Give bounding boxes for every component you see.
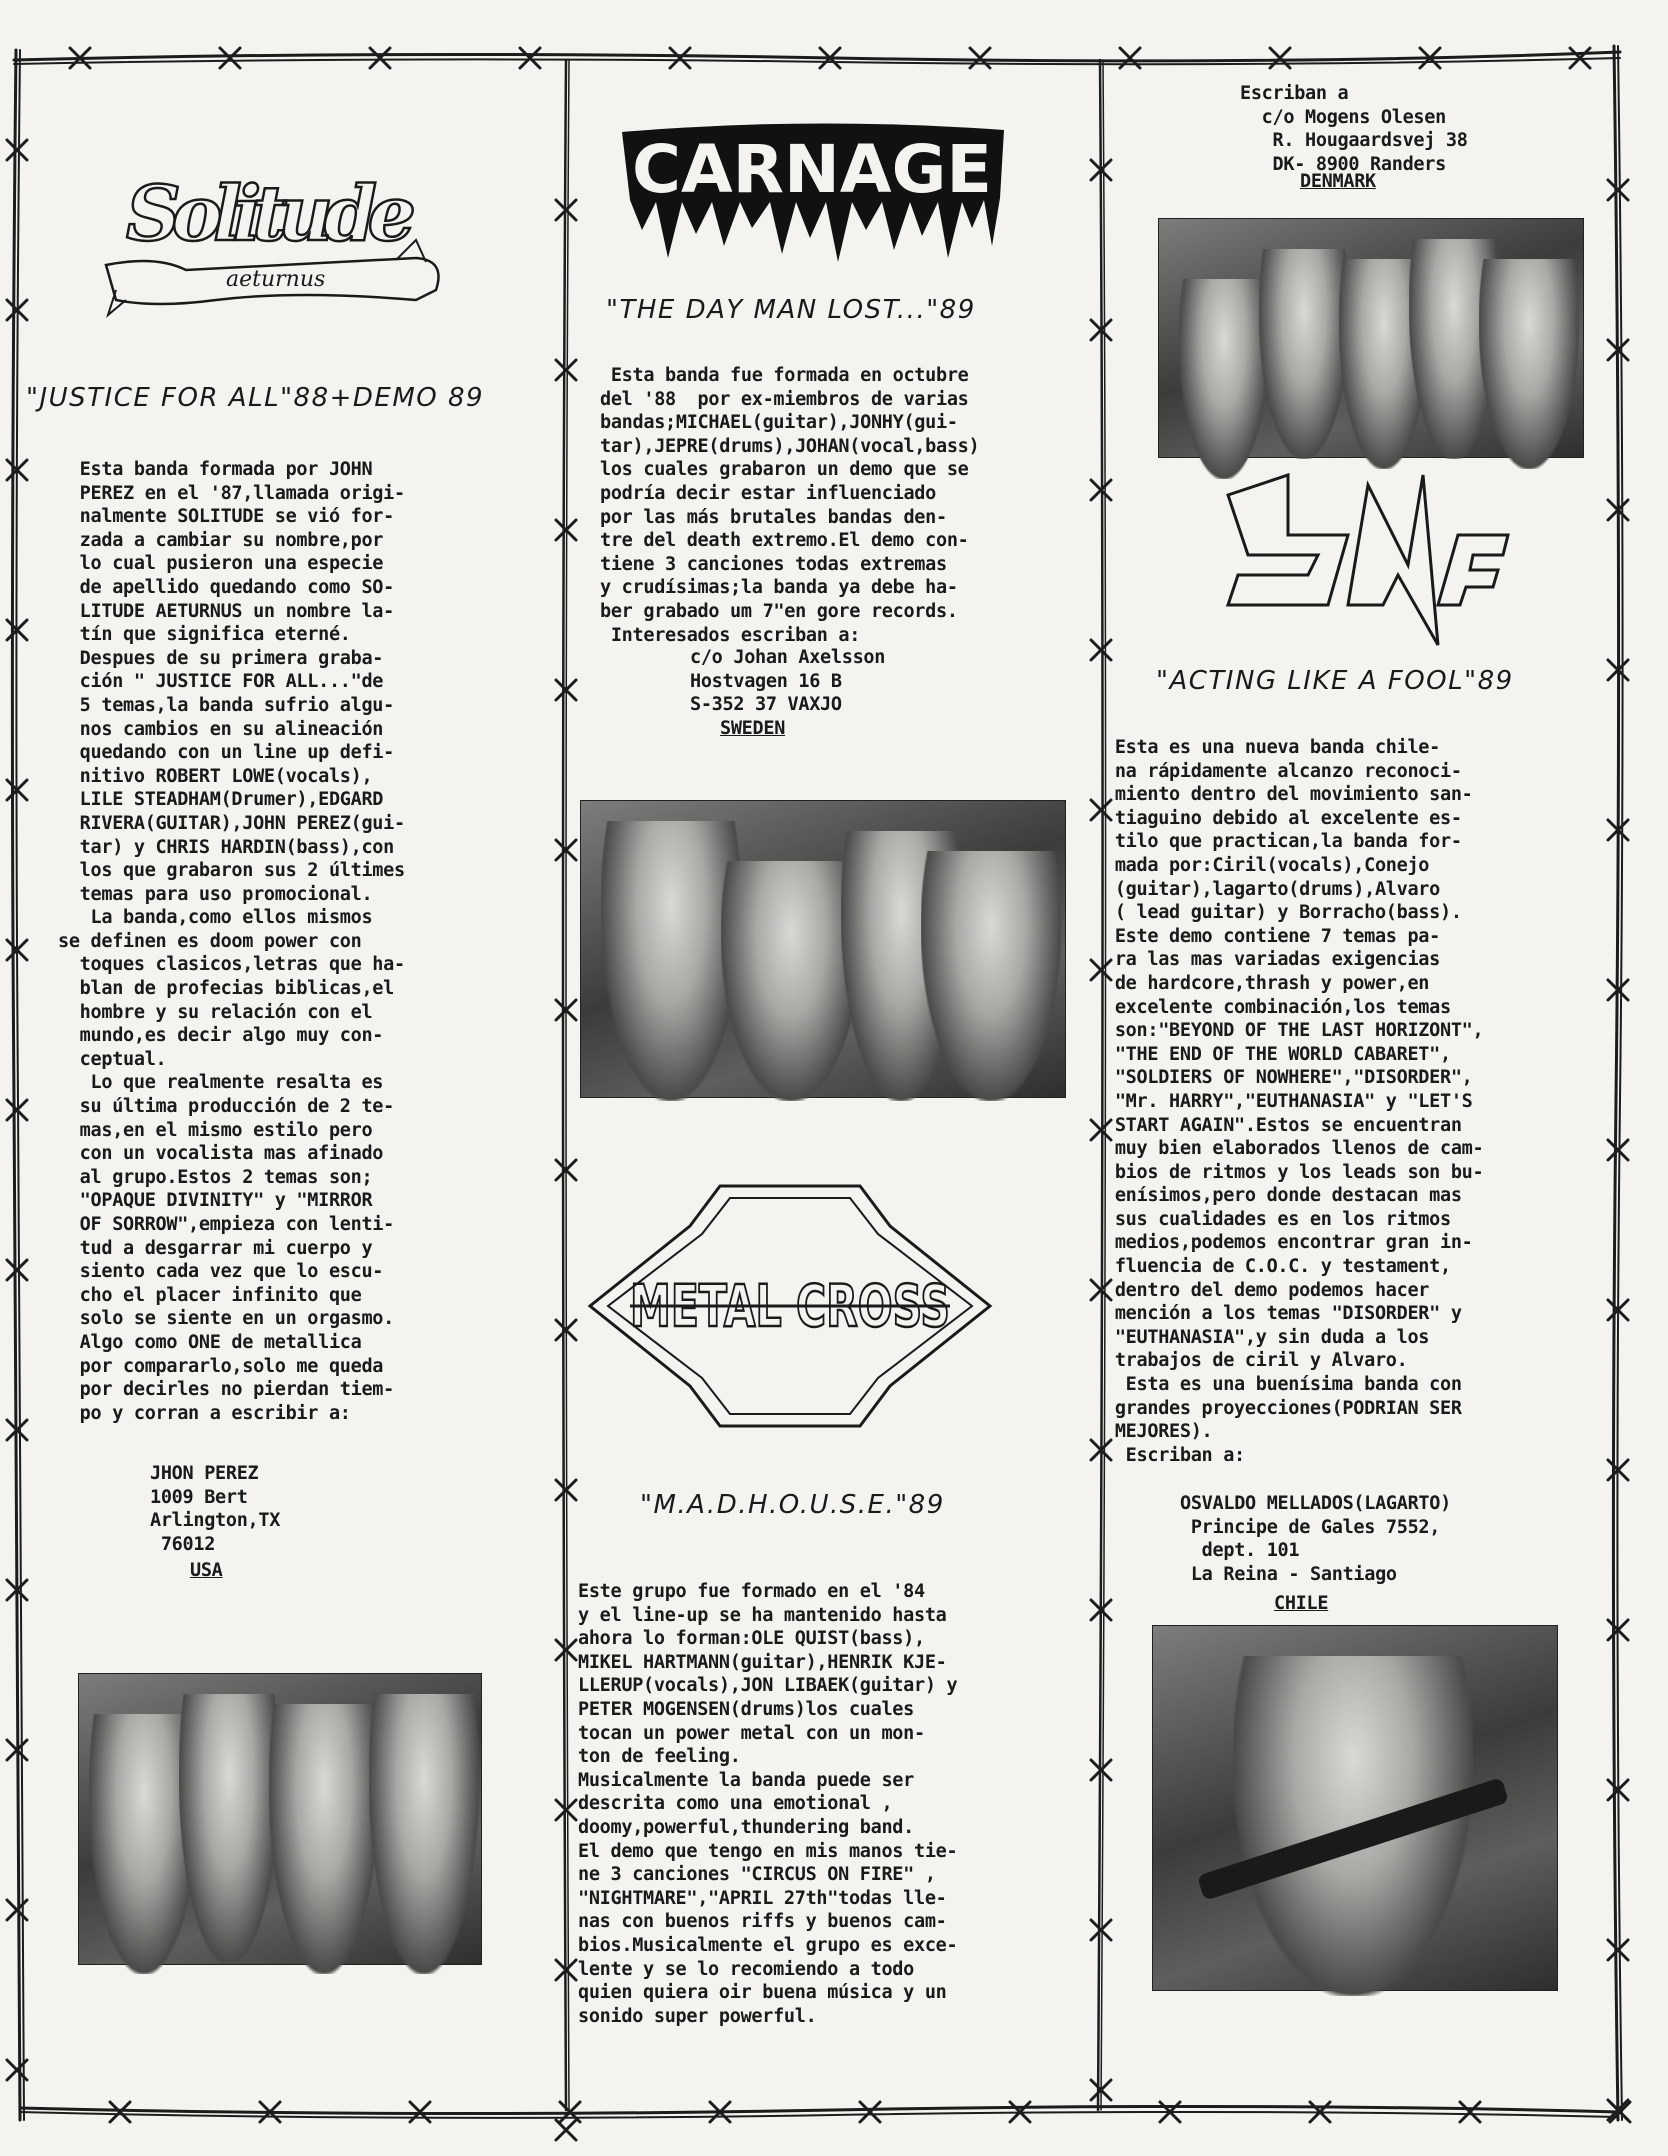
body-text-line: Musicalmente la banda puede ser [578, 1769, 914, 1791]
body-text-line: tar) y CHRIS HARDIN(bass),con [58, 836, 394, 858]
body-text-line: muy bien elaborados llenos de cam- [1104, 1138, 1484, 1160]
body-text-line: quedando con un line up defi- [58, 742, 394, 764]
body-text-line: Esta banda formada por JOHN [58, 459, 373, 480]
body-text-line: Lo que realmente resalta es [58, 1072, 384, 1094]
body-text-line: lo cual pusieron una especie [58, 553, 384, 575]
body-text-line: LITUDE AETURNUS un nombre la- [58, 600, 394, 622]
body-text-line: dentro del demo podemos hacer [1104, 1279, 1430, 1301]
body-text-line: ra las mas variadas exigencias [1104, 949, 1440, 971]
address-line: Hostvagen 16 B [690, 670, 842, 692]
body-text-line: LILE STEADHAM(Drumer),EDGARD [58, 789, 384, 811]
body-text-line: Esta banda fue formada en octubre [600, 365, 969, 386]
body-text-line: mas,en el mismo estilo pero [58, 1119, 373, 1141]
body-text-line: ción " JUSTICE FOR ALL..."de [58, 671, 384, 693]
body-text-line: blan de profecias biblicas,el [58, 978, 394, 1000]
carnage-logo-text: CARNAGE [632, 131, 992, 208]
address-line: OSVALDO MELLADOS(LAGARTO) [1180, 1493, 1451, 1514]
body-text-line: Esta es una nueva banda chile- [1104, 737, 1440, 758]
body-text-line: tilo que practican,la banda for- [1104, 831, 1462, 853]
denmark-country: DENMARK [1300, 171, 1376, 192]
body-text-line: "Mr. HARRY","EUTHANASIA" y "LET'S [1104, 1090, 1473, 1112]
body-text-line: excelente combinación,los temas [1104, 996, 1451, 1018]
sunfx-review-body [1104, 736, 1483, 1467]
carnage-review-body [600, 364, 979, 647]
body-text-line: "NIGHTMARE","APRIL 27th"todas lle- [578, 1887, 947, 1909]
body-text-line: mundo,es decir algo muy con- [58, 1025, 384, 1047]
body-text-line: tocan un power metal con un mon- [578, 1722, 925, 1744]
address-line: dept. 101 [1180, 1540, 1300, 1562]
carnage-address [690, 646, 885, 717]
left-review-title: "JUSTICE FOR ALL"88+DEMO 89 [26, 383, 485, 413]
body-text-line: de apellido quedando como SO- [58, 576, 394, 598]
left-address [150, 1462, 280, 1556]
carnage-demo-title: "THE DAY MAN LOST..."89 [606, 295, 976, 325]
carnage-band-photo [580, 800, 1066, 1098]
body-text-line: ton de feeling. [578, 1746, 741, 1768]
sunfx-demo-title: "ACTING LIKE A FOOL"89 [1156, 666, 1514, 696]
body-text-line: 5 temas,la banda sufrio algu- [58, 694, 394, 716]
body-text-line: solo se siente en un orgasmo. [58, 1308, 394, 1330]
address-line: JHON PEREZ [150, 1463, 259, 1484]
body-text-line: grandes proyecciones(PODRIAN SER [1104, 1397, 1462, 1419]
body-text-line: tar),JEPRE(drums),JOHAN(vocal,bass) [600, 435, 980, 457]
body-text-line: hombre y su relación con el [58, 1001, 373, 1023]
address-line: La Reina - Santiago [1180, 1563, 1397, 1585]
body-text-line: su última producción de 2 te- [58, 1096, 394, 1118]
body-text-line: al grupo.Estos 2 temas son; [58, 1166, 373, 1188]
body-text-line: tre del death extremo.El demo con- [600, 530, 969, 552]
body-text-line: bios.Musicalmente el grupo es exce- [578, 1934, 958, 1956]
body-text-line: mada por:Ciril(vocals),Conejo [1104, 854, 1430, 876]
body-text-line: con un vocalista mas afinado [58, 1143, 384, 1165]
body-text-line: y crudísimas;la banda ya debe ha- [600, 577, 958, 599]
metal-cross-band-photo [1158, 218, 1584, 458]
body-text-line: El demo que tengo en mis manos tie- [578, 1840, 958, 1862]
body-text-line: toques clasicos,letras que ha- [58, 954, 405, 976]
chile-address [1180, 1492, 1451, 1586]
body-text-line: de hardcore,thrash y power,en [1104, 972, 1430, 994]
address-line: S-352 37 VAXJO [690, 694, 842, 716]
left-review-body [58, 458, 405, 1425]
body-text-line: quien quiera oir buena música y un [578, 1982, 947, 2004]
body-text-line: por decirles no pierdan tiem- [58, 1379, 394, 1401]
body-text-line: Escriban a: [1104, 1444, 1245, 1466]
body-text-line: por las más brutales bandas den- [600, 506, 947, 528]
address-line: 1009 Bert [150, 1486, 248, 1508]
body-text-line: na rápidamente alcanzo reconoci- [1104, 760, 1462, 782]
body-text-line: Algo como ONE de metallica [58, 1331, 362, 1353]
body-text-line: Este grupo fue formado en el '84 [578, 1581, 925, 1602]
body-text-line: cho el placer infinito que [58, 1284, 362, 1306]
body-text-line: miento dentro del movimiento san- [1104, 784, 1473, 806]
body-text-line: tiaguino debido al excelente es- [1104, 807, 1462, 829]
body-text-line: "THE END OF THE WORLD CABARET", [1104, 1043, 1451, 1065]
body-text-line: nos cambios en su alineación [58, 718, 384, 740]
address-line: Arlington,TX [150, 1510, 281, 1532]
body-text-line: lente y se lo recomiendo a todo [578, 1958, 914, 1980]
body-text-line: bandas;MICHAEL(guitar),JONHY(gui- [600, 412, 958, 434]
body-text-line: (guitar),lagarto(drums),Alvaro [1104, 878, 1440, 900]
body-text-line: tín que significa eterné. [58, 624, 351, 646]
body-text-line: ber grabado um 7"en gore records. [600, 600, 958, 622]
body-text-line: Este demo contiene 7 temas pa- [1104, 925, 1440, 947]
body-text-line: los que grabaron sus 2 últimes [58, 860, 405, 882]
carnage-logo [612, 118, 1012, 268]
body-text-line: medios,podemos encontrar gran in- [1104, 1232, 1473, 1254]
body-text-line: se definen es doom power con [58, 930, 362, 952]
body-text-line: descrita como una emotional , [578, 1793, 893, 1815]
body-text-line: PEREZ en el '87,llamada origi- [58, 482, 405, 504]
sunfx-logo [1208, 465, 1528, 655]
body-text-line: son:"BEYOND OF THE LAST HORIZONT", [1104, 1020, 1484, 1042]
address-line: Principe de Gales 7552, [1180, 1516, 1441, 1538]
address-line: R. Hougaardsvej 38 [1240, 130, 1468, 152]
denmark-address [1240, 82, 1468, 176]
metal-cross-review-body [578, 1580, 957, 2028]
body-text-line: MIKEL HARTMANN(guitar),HENRIK KJE- [578, 1651, 947, 1673]
metal-cross-logo-text: METAL CROSS [630, 1272, 950, 1340]
body-text-line: nitivo ROBERT LOWE(vocals), [58, 765, 373, 787]
carnage-country: SWEDEN [720, 718, 786, 739]
body-text-line: "OPAQUE DIVINITY" y "MIRROR [58, 1190, 373, 1212]
body-text-line: fluencia de C.O.C. y testament, [1104, 1256, 1451, 1278]
body-text-line: doomy,powerful,thundering band. [578, 1816, 914, 1838]
body-text-line: zada a cambiar su nombre,por [58, 529, 384, 551]
body-text-line: MEJORES). [1104, 1421, 1213, 1443]
sunfx-guitarist-photo [1152, 1625, 1558, 1991]
body-text-line: del '88 por ex-miembros de varias [600, 388, 969, 410]
body-text-line: ahora lo forman:OLE QUIST(bass), [578, 1628, 925, 1650]
body-text-line: RIVERA(GUITAR),JOHN PEREZ(gui- [58, 812, 405, 834]
body-text-line: Esta es una buenísima banda con [1104, 1374, 1462, 1396]
body-text-line: bios de ritmos y los leads son bu- [1104, 1161, 1484, 1183]
address-line: 76012 [150, 1533, 216, 1555]
body-text-line: La banda,como ellos mismos [58, 907, 373, 929]
body-text-line: siento cada vez que lo escu- [58, 1261, 384, 1283]
body-text-line: temas para uso promocional. [58, 883, 373, 905]
body-text-line: mención a los temas "DISORDER" y [1104, 1303, 1462, 1325]
body-text-line: nas con buenos riffs y buenos cam- [578, 1911, 947, 1933]
metal-cross-demo-title: "M.A.D.H.O.U.S.E."89 [640, 1490, 945, 1520]
chile-country: CHILE [1274, 1593, 1329, 1614]
solitude-logo-text: Solitude [126, 169, 416, 258]
body-text-line: ceptual. [58, 1048, 167, 1070]
body-text-line: y el line-up se ha mantenido hasta [578, 1604, 947, 1626]
body-text-line: enísimos,pero donde destacan mas [1104, 1185, 1462, 1207]
metal-cross-logo [590, 1176, 990, 1436]
body-text-line: sus cualidades es en los ritmos [1104, 1208, 1451, 1230]
body-text-line: sonido super powerful. [578, 2005, 817, 2027]
address-line: c/o Johan Axelsson [690, 647, 886, 668]
body-text-line: los cuales grabaron un demo que se [600, 459, 969, 481]
address-line: DK- 8900 Randers [1240, 153, 1446, 175]
body-text-line: podría decir estar influenciado [600, 482, 936, 504]
body-text-line: Despues de su primera graba- [58, 647, 384, 669]
body-text-line: "EUTHANASIA",y sin duda a los [1104, 1326, 1430, 1348]
body-text-line: Interesados escriban a: [600, 624, 861, 646]
body-text-line: START AGAIN".Estos se encuentran [1104, 1114, 1462, 1136]
body-text-line: "SOLDIERS OF NOWHERE","DISORDER", [1104, 1067, 1473, 1089]
body-text-line: ( lead guitar) y Borracho(bass). [1104, 902, 1462, 924]
body-text-line: ne 3 canciones "CIRCUS ON FIRE" , [578, 1864, 936, 1886]
body-text-line: tiene 3 canciones todas extremas [600, 553, 947, 575]
aeturnus-logo-text: aeturnus [226, 267, 326, 292]
body-text-line: trabajos de ciril y Alvaro. [1104, 1350, 1408, 1372]
body-text-line: por compararlo,solo me queda [58, 1355, 384, 1377]
body-text-line: PETER MOGENSEN(drums)los cuales [578, 1698, 914, 1720]
solitude-aeturnus-logo [96, 140, 456, 320]
body-text-line: nalmente SOLITUDE se vió for- [58, 506, 394, 528]
body-text-line: LLERUP(vocals),JON LIBAEK(guitar) y [578, 1675, 958, 1697]
body-text-line: tud a desgarrar mi cuerpo y [58, 1237, 373, 1259]
solitude-band-photo [78, 1673, 482, 1965]
left-country: USA [190, 1560, 223, 1581]
body-text-line: po y corran a escribir a: [58, 1402, 351, 1424]
address-line: c/o Mogens Olesen [1240, 106, 1446, 128]
address-line: Escriban a [1240, 83, 1349, 104]
body-text-line: OF SORROW",empieza con lenti- [58, 1214, 394, 1235]
